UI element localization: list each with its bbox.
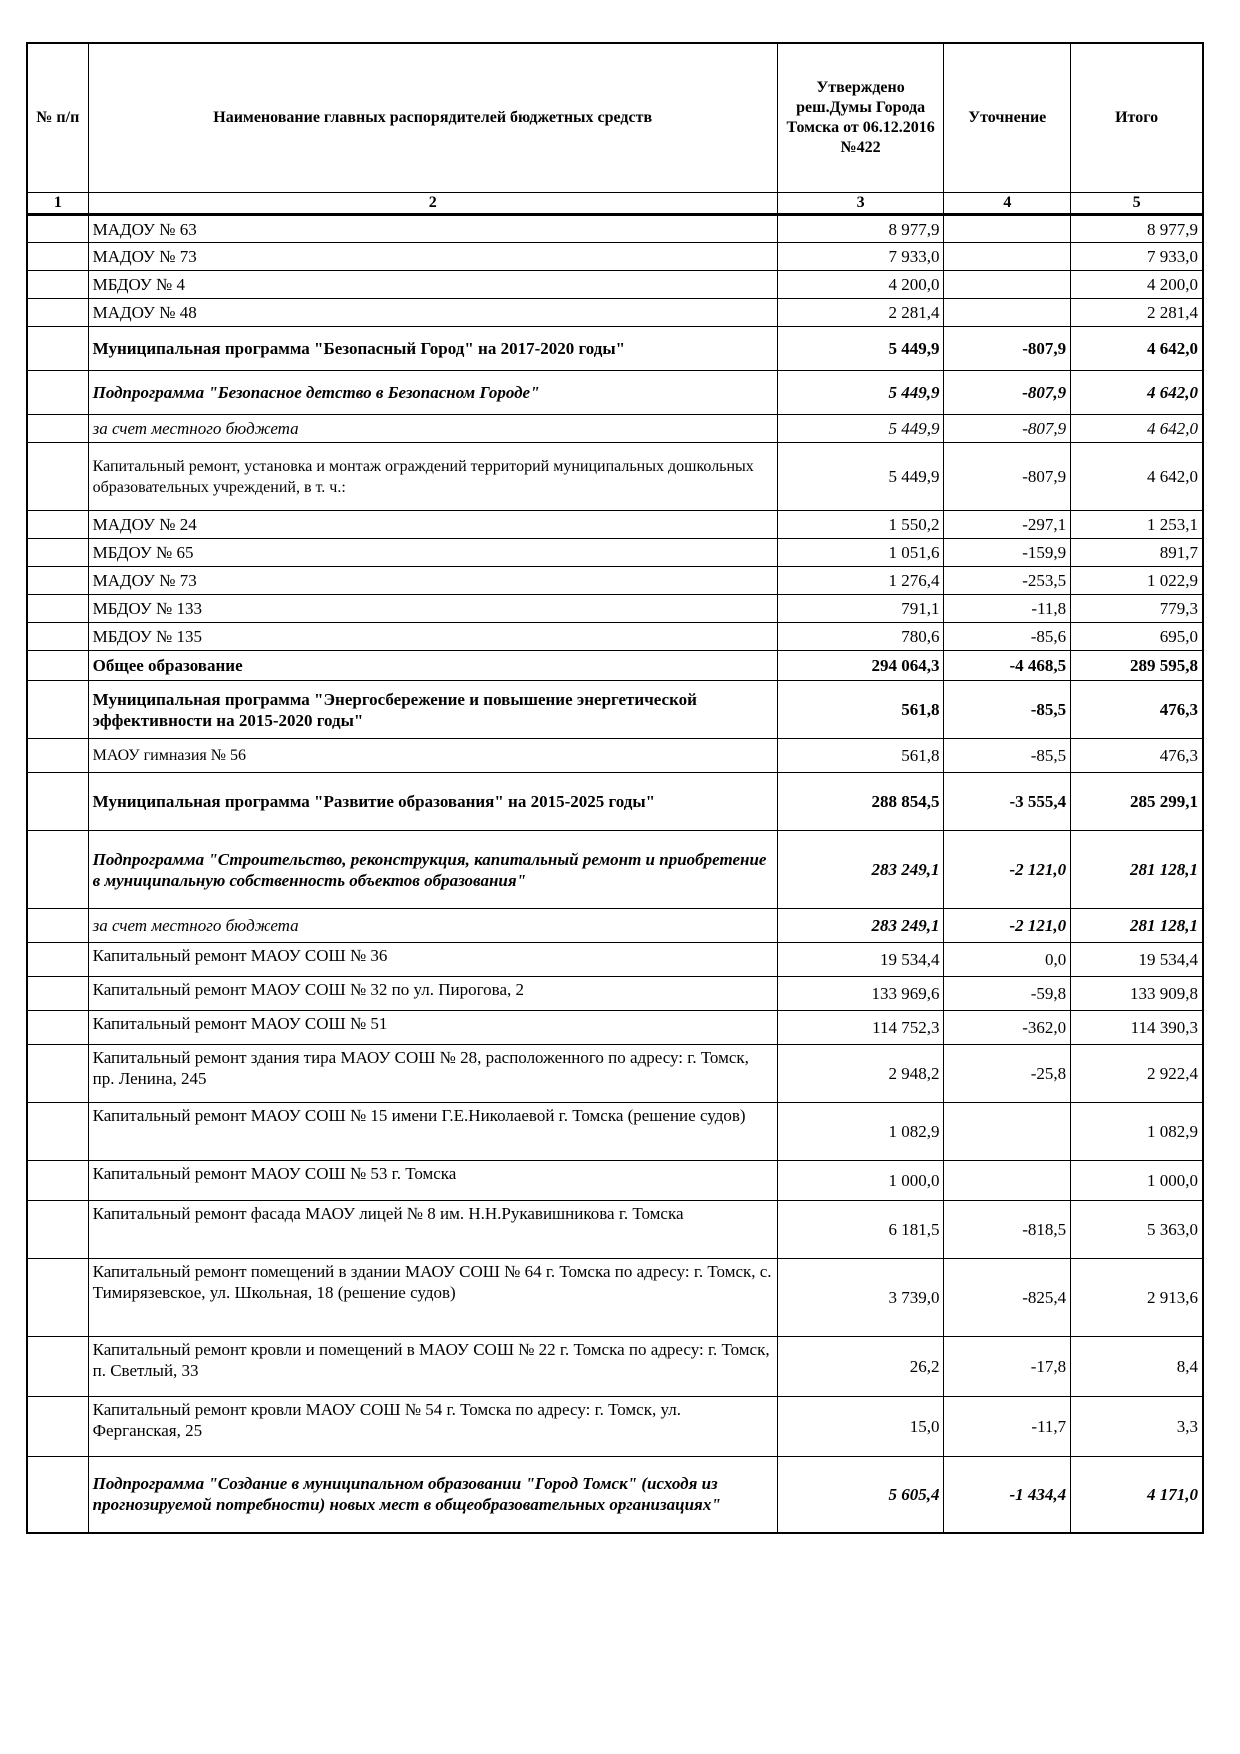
row-approved: 288 854,5 bbox=[777, 773, 944, 831]
row-number-cell bbox=[27, 243, 88, 271]
row-change: -17,8 bbox=[944, 1337, 1071, 1397]
row-total: 4 642,0 bbox=[1071, 327, 1203, 371]
row-change bbox=[944, 271, 1071, 299]
table-row bbox=[27, 681, 1203, 739]
table-row bbox=[27, 1457, 1203, 1533]
row-number-cell bbox=[27, 1457, 88, 1533]
row-change bbox=[944, 215, 1071, 243]
row-name: Муниципальная программа "Безопасный Город" на 2017-2020 годы" bbox=[88, 327, 777, 371]
row-total: 289 595,8 bbox=[1071, 651, 1203, 681]
column-index: 5 bbox=[1071, 193, 1203, 215]
row-number-cell bbox=[27, 371, 88, 415]
row-approved: 2 281,4 bbox=[777, 299, 944, 327]
row-number-cell bbox=[27, 415, 88, 443]
row-number-cell bbox=[27, 739, 88, 773]
table-row bbox=[27, 977, 1203, 1011]
row-number-cell bbox=[27, 511, 88, 539]
row-change: -2 121,0 bbox=[944, 831, 1071, 909]
column-index: 3 bbox=[777, 193, 944, 215]
row-name: МАДОУ № 73 bbox=[88, 567, 777, 595]
row-number-cell bbox=[27, 1397, 88, 1457]
row-name: Общее образование bbox=[88, 651, 777, 681]
row-change: -807,9 bbox=[944, 443, 1071, 511]
row-approved: 6 181,5 bbox=[777, 1201, 944, 1259]
row-approved: 5 449,9 bbox=[777, 443, 944, 511]
row-total: 4 642,0 bbox=[1071, 371, 1203, 415]
row-total: 1 022,9 bbox=[1071, 567, 1203, 595]
budget-table bbox=[26, 42, 1204, 1534]
row-change bbox=[944, 299, 1071, 327]
row-total: 1 082,9 bbox=[1071, 1103, 1203, 1161]
row-total: 7 933,0 bbox=[1071, 243, 1203, 271]
row-name: Капитальный ремонт фасада МАОУ лицей № 8 им. Н.Н.Рукавишникова г. Томска bbox=[88, 1201, 777, 1259]
row-change: -807,9 bbox=[944, 327, 1071, 371]
row-approved: 561,8 bbox=[777, 681, 944, 739]
row-number-cell bbox=[27, 943, 88, 977]
row-change bbox=[944, 1161, 1071, 1201]
row-change: -2 121,0 bbox=[944, 909, 1071, 943]
row-total: 5 363,0 bbox=[1071, 1201, 1203, 1259]
row-total: 4 642,0 bbox=[1071, 415, 1203, 443]
row-approved: 1 082,9 bbox=[777, 1103, 944, 1161]
row-change: -1 434,4 bbox=[944, 1457, 1071, 1533]
row-total: 476,3 bbox=[1071, 681, 1203, 739]
row-number-cell bbox=[27, 215, 88, 243]
row-number-cell bbox=[27, 1045, 88, 1103]
row-total: 2 922,4 bbox=[1071, 1045, 1203, 1103]
row-number-cell bbox=[27, 1337, 88, 1397]
table-row bbox=[27, 539, 1203, 567]
table-row bbox=[27, 215, 1203, 243]
row-number-cell bbox=[27, 681, 88, 739]
row-change: -85,5 bbox=[944, 739, 1071, 773]
row-approved: 114 752,3 bbox=[777, 1011, 944, 1045]
header-row bbox=[27, 43, 1203, 193]
row-number-cell bbox=[27, 773, 88, 831]
row-total: 281 128,1 bbox=[1071, 909, 1203, 943]
row-number-cell bbox=[27, 539, 88, 567]
table-row bbox=[27, 415, 1203, 443]
row-name: Капитальный ремонт, установка и монтаж ограждений территорий муниципальных дошкольных образовательных учреждений, в т. ч.: bbox=[88, 443, 777, 511]
row-change: -159,9 bbox=[944, 539, 1071, 567]
row-approved: 780,6 bbox=[777, 623, 944, 651]
row-approved: 8 977,9 bbox=[777, 215, 944, 243]
table-row bbox=[27, 943, 1203, 977]
row-total: 476,3 bbox=[1071, 739, 1203, 773]
row-number-cell bbox=[27, 1201, 88, 1259]
header-total: Итого bbox=[1071, 43, 1203, 193]
row-total: 2 913,6 bbox=[1071, 1259, 1203, 1337]
row-total: 281 128,1 bbox=[1071, 831, 1203, 909]
row-number-cell bbox=[27, 271, 88, 299]
row-total: 1 000,0 bbox=[1071, 1161, 1203, 1201]
row-name: Подпрограмма "Строительство, реконструкция, капитальный ремонт и приобретение в муниципальную собственность объектов образования" bbox=[88, 831, 777, 909]
row-name: МБДОУ № 65 bbox=[88, 539, 777, 567]
column-index: 2 bbox=[88, 193, 777, 215]
row-change: -11,8 bbox=[944, 595, 1071, 623]
row-name: МБДОУ № 135 bbox=[88, 623, 777, 651]
row-number-cell bbox=[27, 1161, 88, 1201]
row-approved: 5 449,9 bbox=[777, 371, 944, 415]
table-row bbox=[27, 739, 1203, 773]
row-number-cell bbox=[27, 595, 88, 623]
table-row bbox=[27, 1259, 1203, 1337]
table-row bbox=[27, 371, 1203, 415]
table-row bbox=[27, 773, 1203, 831]
header-name: Наименование главных распорядителей бюджетных средств bbox=[88, 43, 777, 193]
header-number: № п/п bbox=[27, 43, 88, 193]
table-row bbox=[27, 327, 1203, 371]
row-total: 8,4 bbox=[1071, 1337, 1203, 1397]
row-name: МБДОУ № 133 bbox=[88, 595, 777, 623]
table-row bbox=[27, 443, 1203, 511]
row-approved: 1 550,2 bbox=[777, 511, 944, 539]
row-name: за счет местного бюджета bbox=[88, 415, 777, 443]
row-change: -818,5 bbox=[944, 1201, 1071, 1259]
row-change: -85,6 bbox=[944, 623, 1071, 651]
table-row bbox=[27, 1045, 1203, 1103]
row-name: Подпрограмма "Безопасное детство в Безопасном Городе" bbox=[88, 371, 777, 415]
row-name: Капитальный ремонт здания тира МАОУ СОШ № 28, расположенного по адресу: г. Томск, пр. Ленина, 245 bbox=[88, 1045, 777, 1103]
row-approved: 1 051,6 bbox=[777, 539, 944, 567]
row-change bbox=[944, 1103, 1071, 1161]
row-change: -825,4 bbox=[944, 1259, 1071, 1337]
row-total: 779,3 bbox=[1071, 595, 1203, 623]
row-change: -3 555,4 bbox=[944, 773, 1071, 831]
row-name: МАОУ гимназия № 56 bbox=[88, 739, 777, 773]
row-approved: 2 948,2 bbox=[777, 1045, 944, 1103]
row-total: 4 171,0 bbox=[1071, 1457, 1203, 1533]
row-change: -297,1 bbox=[944, 511, 1071, 539]
row-total: 8 977,9 bbox=[1071, 215, 1203, 243]
row-total: 285 299,1 bbox=[1071, 773, 1203, 831]
table-row bbox=[27, 651, 1203, 681]
table-row bbox=[27, 1103, 1203, 1161]
table-row bbox=[27, 299, 1203, 327]
row-change: -807,9 bbox=[944, 371, 1071, 415]
row-total: 19 534,4 bbox=[1071, 943, 1203, 977]
row-name: Капитальный ремонт кровли МАОУ СОШ № 54 г. Томска по адресу: г. Томск, ул. Ферганская, 25 bbox=[88, 1397, 777, 1457]
row-approved: 791,1 bbox=[777, 595, 944, 623]
header-approved: Утверждено реш.Думы Города Томска от 06.12.2016 №422 bbox=[777, 43, 944, 193]
row-approved: 1 276,4 bbox=[777, 567, 944, 595]
row-number-cell bbox=[27, 909, 88, 943]
row-name: Капитальный ремонт кровли и помещений в МАОУ СОШ № 22 г. Томска по адресу: г. Томск, п. Светлый, 33 bbox=[88, 1337, 777, 1397]
table-row bbox=[27, 567, 1203, 595]
row-approved: 5 605,4 bbox=[777, 1457, 944, 1533]
row-approved: 133 969,6 bbox=[777, 977, 944, 1011]
row-approved: 4 200,0 bbox=[777, 271, 944, 299]
row-number-cell bbox=[27, 1103, 88, 1161]
column-index: 4 bbox=[944, 193, 1071, 215]
row-approved: 561,8 bbox=[777, 739, 944, 773]
row-total: 891,7 bbox=[1071, 539, 1203, 567]
table-row bbox=[27, 595, 1203, 623]
row-name: Подпрограмма "Создание в муниципальном образовании "Город Томск" (исходя из прогнозируемой потребности) новых мест в общеобразовательных организациях" bbox=[88, 1457, 777, 1533]
row-name: за счет местного бюджета bbox=[88, 909, 777, 943]
row-name: Муниципальная программа "Энергосбережение и повышение энергетической эффективности на 2015-2020 годы" bbox=[88, 681, 777, 739]
row-total: 1 253,1 bbox=[1071, 511, 1203, 539]
table-row bbox=[27, 831, 1203, 909]
row-approved: 26,2 bbox=[777, 1337, 944, 1397]
column-index-row bbox=[27, 193, 1203, 215]
row-approved: 294 064,3 bbox=[777, 651, 944, 681]
row-name: Капитальный ремонт помещений в здании МАОУ СОШ № 64 г. Томска по адресу: г. Томск, с. Тимирязевское, ул. Школьная, 18 (решение судов) bbox=[88, 1259, 777, 1337]
row-number-cell bbox=[27, 977, 88, 1011]
row-change: -4 468,5 bbox=[944, 651, 1071, 681]
row-number-cell bbox=[27, 1011, 88, 1045]
row-name: МАДОУ № 24 bbox=[88, 511, 777, 539]
row-change: -59,8 bbox=[944, 977, 1071, 1011]
row-number-cell bbox=[27, 567, 88, 595]
row-name: МАДОУ № 73 bbox=[88, 243, 777, 271]
row-change: -25,8 bbox=[944, 1045, 1071, 1103]
table-row bbox=[27, 271, 1203, 299]
row-number-cell bbox=[27, 651, 88, 681]
table-row bbox=[27, 243, 1203, 271]
row-approved: 1 000,0 bbox=[777, 1161, 944, 1201]
row-change: -85,5 bbox=[944, 681, 1071, 739]
table-row bbox=[27, 1337, 1203, 1397]
row-number-cell bbox=[27, 299, 88, 327]
row-total: 133 909,8 bbox=[1071, 977, 1203, 1011]
row-number-cell bbox=[27, 1259, 88, 1337]
row-approved: 3 739,0 bbox=[777, 1259, 944, 1337]
row-change: -253,5 bbox=[944, 567, 1071, 595]
row-total: 3,3 bbox=[1071, 1397, 1203, 1457]
row-approved: 5 449,9 bbox=[777, 415, 944, 443]
table-row bbox=[27, 511, 1203, 539]
row-total: 4 200,0 bbox=[1071, 271, 1203, 299]
table-row bbox=[27, 1011, 1203, 1045]
row-name: Капитальный ремонт МАОУ СОШ № 53 г. Томска bbox=[88, 1161, 777, 1201]
row-number-cell bbox=[27, 831, 88, 909]
header-change: Уточнение bbox=[944, 43, 1071, 193]
row-name: Капитальный ремонт МАОУ СОШ № 36 bbox=[88, 943, 777, 977]
row-approved: 283 249,1 bbox=[777, 909, 944, 943]
column-index: 1 bbox=[27, 193, 88, 215]
table-row bbox=[27, 909, 1203, 943]
row-number-cell bbox=[27, 443, 88, 511]
row-approved: 7 933,0 bbox=[777, 243, 944, 271]
row-approved: 283 249,1 bbox=[777, 831, 944, 909]
row-total: 114 390,3 bbox=[1071, 1011, 1203, 1045]
table-body bbox=[27, 215, 1203, 1533]
table-row bbox=[27, 1161, 1203, 1201]
table-row bbox=[27, 1201, 1203, 1259]
row-number-cell bbox=[27, 327, 88, 371]
row-number-cell bbox=[27, 623, 88, 651]
row-name: Муниципальная программа "Развитие образования" на 2015-2025 годы" bbox=[88, 773, 777, 831]
row-total: 695,0 bbox=[1071, 623, 1203, 651]
row-name: МБДОУ № 4 bbox=[88, 271, 777, 299]
row-approved: 15,0 bbox=[777, 1397, 944, 1457]
row-name: МАДОУ № 48 bbox=[88, 299, 777, 327]
table-row bbox=[27, 623, 1203, 651]
row-change bbox=[944, 243, 1071, 271]
row-name: Капитальный ремонт МАОУ СОШ № 51 bbox=[88, 1011, 777, 1045]
row-name: Капитальный ремонт МАОУ СОШ № 32 по ул. Пирогова, 2 bbox=[88, 977, 777, 1011]
row-name: Капитальный ремонт МАОУ СОШ № 15 имени Г.Е.Николаевой г. Томска (решение судов) bbox=[88, 1103, 777, 1161]
row-approved: 5 449,9 bbox=[777, 327, 944, 371]
row-change: -807,9 bbox=[944, 415, 1071, 443]
row-total: 4 642,0 bbox=[1071, 443, 1203, 511]
row-total: 2 281,4 bbox=[1071, 299, 1203, 327]
row-change: -11,7 bbox=[944, 1397, 1071, 1457]
row-approved: 19 534,4 bbox=[777, 943, 944, 977]
table-row bbox=[27, 1397, 1203, 1457]
row-change: 0,0 bbox=[944, 943, 1071, 977]
row-change: -362,0 bbox=[944, 1011, 1071, 1045]
row-name: МАДОУ № 63 bbox=[88, 215, 777, 243]
